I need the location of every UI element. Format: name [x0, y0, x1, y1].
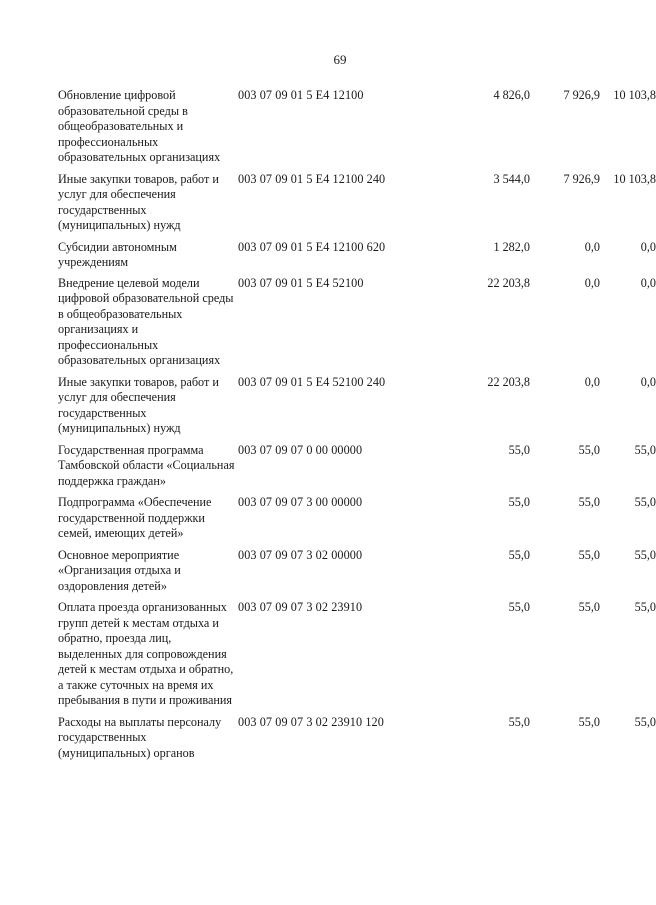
- row-value-1: 22 203,8: [487, 275, 530, 290]
- row-value-3: 55,0: [634, 442, 656, 457]
- row-value-3: 55,0: [634, 495, 656, 509]
- table-row: [58, 442, 656, 490]
- row-value-3: 0,0: [640, 239, 656, 254]
- page-number: 69: [333, 52, 347, 67]
- row-code: 003 07 09 07 3 02 00000: [238, 547, 363, 562]
- row-name: Подпрограмма «Обеспечение государственной поддержки семей, имеющих детей»: [58, 495, 212, 540]
- row-code: 003 07 09 07 3 00 00000: [238, 495, 363, 509]
- row-name: Внедрение целевой модели цифровой образовательной среды в общеобразовательных организациях и профессиональных образовательных организациях: [58, 275, 234, 367]
- row-name: Государственная программа Тамбовской области «Социальная поддержка граждан»: [58, 442, 235, 488]
- row-value-2: 7 926,9: [563, 88, 600, 102]
- row-code: 003 07 09 01 5 E4 12100: [238, 88, 364, 102]
- row-code: 003 07 09 01 5 E4 12100 620: [238, 239, 386, 254]
- row-code: 003 07 09 07 3 02 23910: [238, 600, 363, 614]
- row-name: Субсидии автономным учреждениям: [58, 239, 177, 269]
- row-value-1: 55,0: [508, 714, 530, 729]
- row-name: Иные закупки товаров, работ и услуг для обеспечения государственных (муниципальных) нужд: [58, 374, 219, 435]
- row-value-2: 55,0: [578, 442, 600, 457]
- row-value-1: 55,0: [508, 495, 530, 509]
- row-value-2: 55,0: [578, 600, 600, 614]
- row-value-2: 55,0: [578, 495, 600, 509]
- row-value-3: 55,0: [634, 600, 656, 614]
- row-code: 003 07 09 01 5 E4 12100 240: [238, 171, 386, 186]
- row-value-3: 55,0: [634, 714, 656, 729]
- table-row: [58, 239, 656, 271]
- budget-table: [58, 88, 656, 761]
- row-value-2: 55,0: [578, 547, 600, 562]
- row-value-3: 10 103,8: [613, 88, 656, 102]
- row-code: 003 07 09 07 3 02 23910 120: [238, 714, 384, 729]
- row-value-2: 0,0: [584, 239, 600, 254]
- row-name: Основное мероприятие «Организация отдыха и оздоровления детей»: [58, 547, 181, 593]
- row-value-1: 22 203,8: [487, 374, 530, 389]
- row-value-1: 3 544,0: [493, 171, 530, 186]
- row-name: Оплата проезда организованных групп детей к местам отдыха и обратно, проезда лиц, выделенных для сопровождения детей к местам отдыха и обратно, а также суточных на время их пребывания в пути и проживания: [58, 600, 234, 707]
- row-name: Расходы на выплаты персоналу государственных (муниципальных) органов: [58, 714, 222, 760]
- row-value-2: 0,0: [584, 275, 600, 290]
- row-value-1: 55,0: [508, 600, 530, 614]
- row-value-1: 4 826,0: [493, 88, 530, 102]
- row-code: 003 07 09 01 5 E4 52100: [238, 275, 364, 290]
- row-value-3: 10 103,8: [613, 171, 656, 186]
- table-row: [58, 495, 656, 542]
- row-value-3: 0,0: [640, 275, 656, 290]
- table-row: [58, 171, 656, 234]
- table-row: [58, 275, 656, 369]
- row-value-2: 7 926,9: [563, 171, 600, 186]
- row-value-2: 55,0: [578, 714, 600, 729]
- row-value-2: 0,0: [584, 374, 600, 389]
- row-value-1: 55,0: [508, 547, 530, 562]
- row-name: Обновление цифровой образовательной среды в общеобразовательных и профессиональных образовательных организациях: [58, 88, 221, 164]
- row-code: 003 07 09 01 5 E4 52100 240: [238, 374, 386, 389]
- row-value-1: 55,0: [508, 442, 530, 457]
- row-name: Иные закупки товаров, работ и услуг для обеспечения государственных (муниципальных) нужд: [58, 171, 219, 232]
- row-value-1: 1 282,0: [493, 239, 530, 254]
- row-value-3: 55,0: [634, 547, 656, 562]
- row-value-3: 0,0: [640, 374, 656, 389]
- table-row: [58, 374, 656, 437]
- table-row: [58, 88, 656, 166]
- table-row: [58, 714, 656, 762]
- table-row: [58, 547, 656, 595]
- table-row: [58, 600, 656, 709]
- row-code: 003 07 09 07 0 00 00000: [238, 442, 363, 457]
